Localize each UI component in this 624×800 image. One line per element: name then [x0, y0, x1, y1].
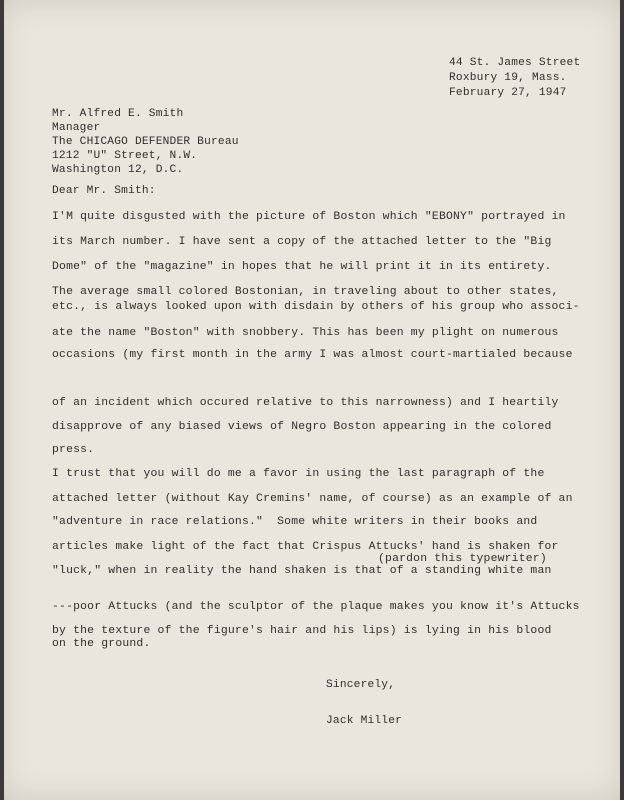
- body-line: ---poor Attucks (and the sculptor of the plaque makes you know it's Attucks: [52, 601, 580, 613]
- recipient-title: Manager: [52, 122, 101, 134]
- recipient-name: Mr. Alfred E. Smith: [52, 108, 184, 120]
- body-line: of an incident which occured relative to this narrowness) and I heartily: [52, 397, 559, 409]
- recipient-city: Washington 12, D.C.: [52, 164, 184, 176]
- body-line: articles make light of the fact that Crispus Attucks' hand is shaken for: [52, 541, 559, 553]
- body-line: I'M quite disgusted with the picture of Boston which "EBONY" portrayed in: [52, 211, 566, 223]
- body-line: its March number. I have sent a copy of the attached letter to the "Big: [52, 236, 552, 248]
- signature-name: Jack Miller: [326, 715, 403, 727]
- salutation: Dear Mr. Smith:: [52, 185, 156, 197]
- letter-date: February 27, 1947: [449, 87, 567, 99]
- body-line: Dome" of the "magazine" in hopes that he will print it in its entirety.: [52, 261, 552, 273]
- typewriter-aside: (pardon this typewriter): [378, 553, 547, 565]
- body-line: "adventure in race relations." Some white writers in their books and: [52, 516, 538, 528]
- body-line: The average small colored Bostonian, in traveling about to other states,: [52, 286, 559, 298]
- return-address-street: 44 St. James Street: [449, 57, 581, 69]
- body-line: etc., is always looked upon with disdain by others of his group who associ-: [52, 301, 580, 313]
- body-line: press.: [52, 444, 95, 456]
- body-line: "luck," when in reality the hand shaken is that of a standing white man: [52, 565, 552, 577]
- body-line: attached letter (without Kay Cremins' name, of course) as an example of an: [52, 493, 573, 505]
- scan-edge-left: [0, 0, 4, 800]
- body-line: disapprove of any biased views of Negro Boston appearing in the colored: [52, 421, 552, 433]
- body-line: occasions (my first month in the army I was almost court-martialed because: [52, 349, 573, 361]
- body-line: on the ground.: [52, 638, 151, 650]
- body-line: ate the name "Boston" with snobbery. This has been my plight on numerous: [52, 327, 559, 339]
- body-line: I trust that you will do me a favor in using the last paragraph of the: [52, 468, 545, 480]
- body-line: by the texture of the figure's hair and his lips) is lying in his blood: [52, 625, 552, 637]
- recipient-organization: The CHICAGO DEFENDER Bureau: [52, 136, 239, 148]
- return-address-city: Roxbury 19, Mass.: [449, 72, 567, 84]
- scan-edge-right: [620, 0, 624, 800]
- recipient-street: 1212 "U" Street, N.W.: [52, 150, 198, 162]
- closing: Sincerely,: [326, 679, 396, 691]
